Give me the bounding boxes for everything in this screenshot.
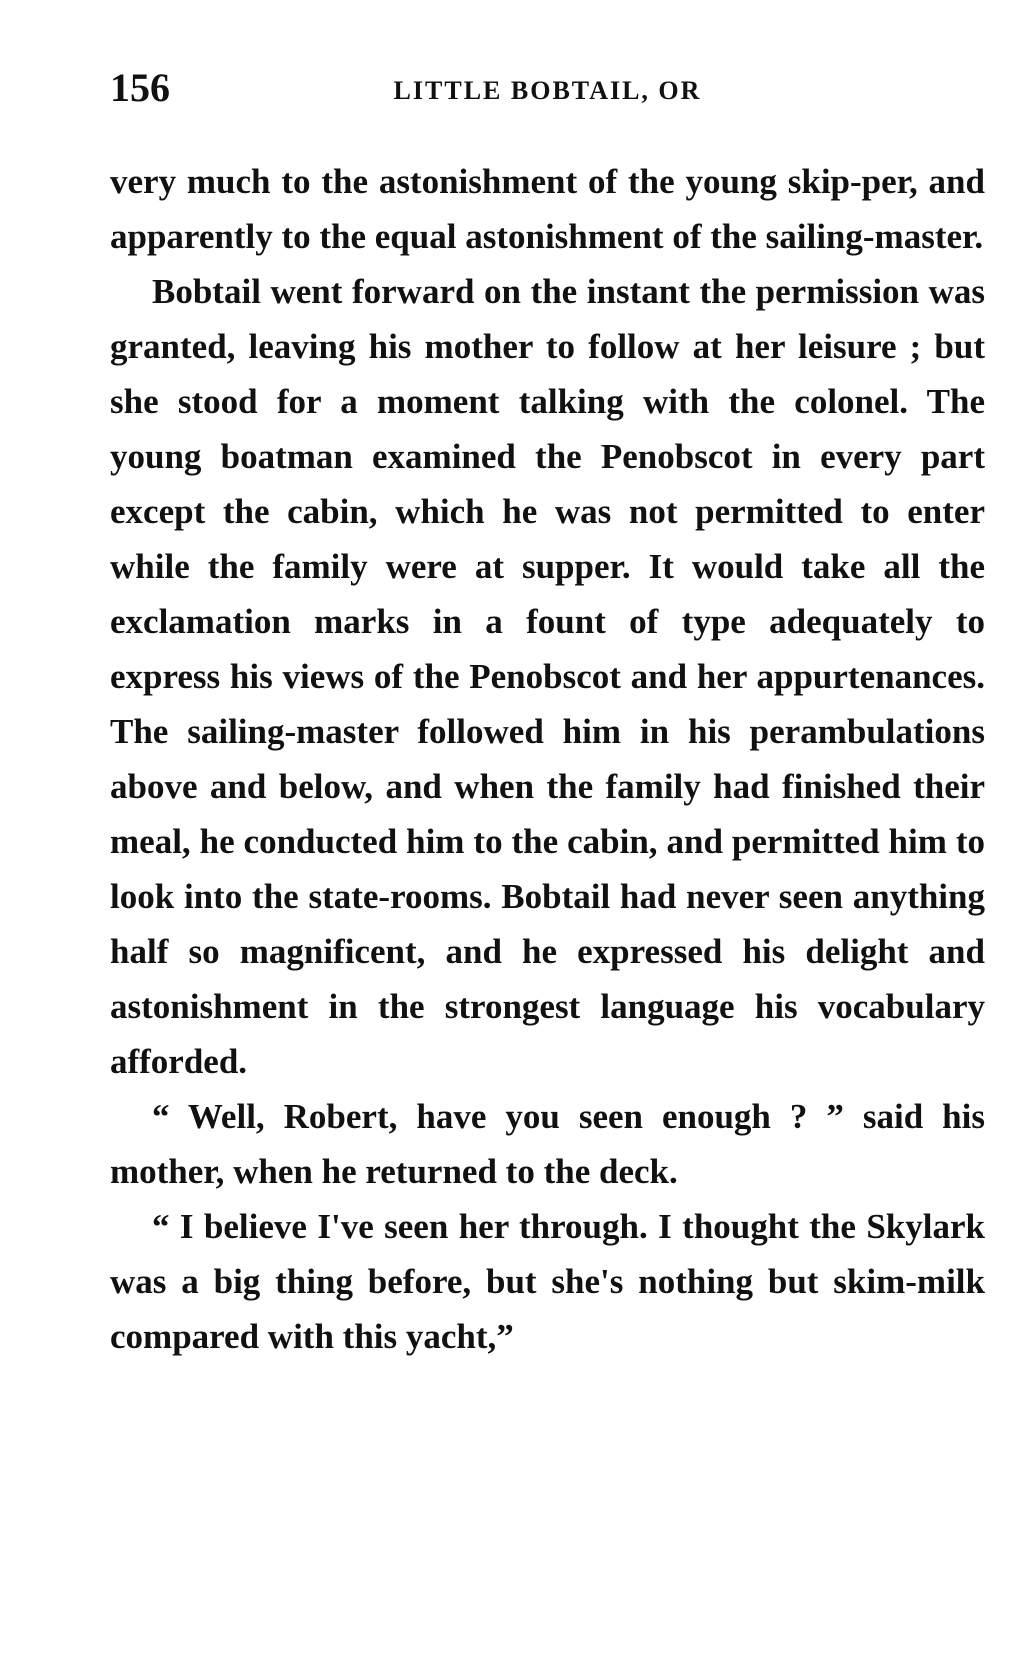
paragraph-4: “ I believe I've seen her through. I thought the Skylark was a big thing before, but she's nothing but skim-milk compared with this yacht,” bbox=[110, 1207, 985, 1356]
running-head: LITTLE BOBTAIL, OR bbox=[393, 76, 702, 105]
page-header bbox=[110, 62, 985, 114]
body-text bbox=[110, 154, 985, 1364]
paragraph-3: “ Well, Robert, have you seen enough ? ” said his mother, when he returned to the deck. bbox=[110, 1097, 985, 1191]
paragraph-1: very much to the astonishment of the young skip-per, and apparently to the equal astonishment of the sailing-master. bbox=[110, 162, 985, 256]
page-number: 156 bbox=[110, 65, 170, 110]
book-page bbox=[110, 62, 985, 1364]
paragraph-2: Bobtail went forward on the instant the permission was granted, leaving his mother to follow at her leisure ; but she stood for a moment talking with the colonel. The young boatman examined the Penobscot in every part except the cabin, which he was not permitted to enter while the family were at supper. It would take all the exclamation marks in a fount of type adequately to express his views of the Penobscot and her appurtenances. The sailing-master followed him in his perambulations above and below, and when the family had finished their meal, he conducted him to the cabin, and permitted him to look into the state-rooms. Bobtail had never seen anything half so magnificent, and he expressed his delight and astonishment in the strongest language his vocabulary afforded. bbox=[110, 272, 985, 1081]
